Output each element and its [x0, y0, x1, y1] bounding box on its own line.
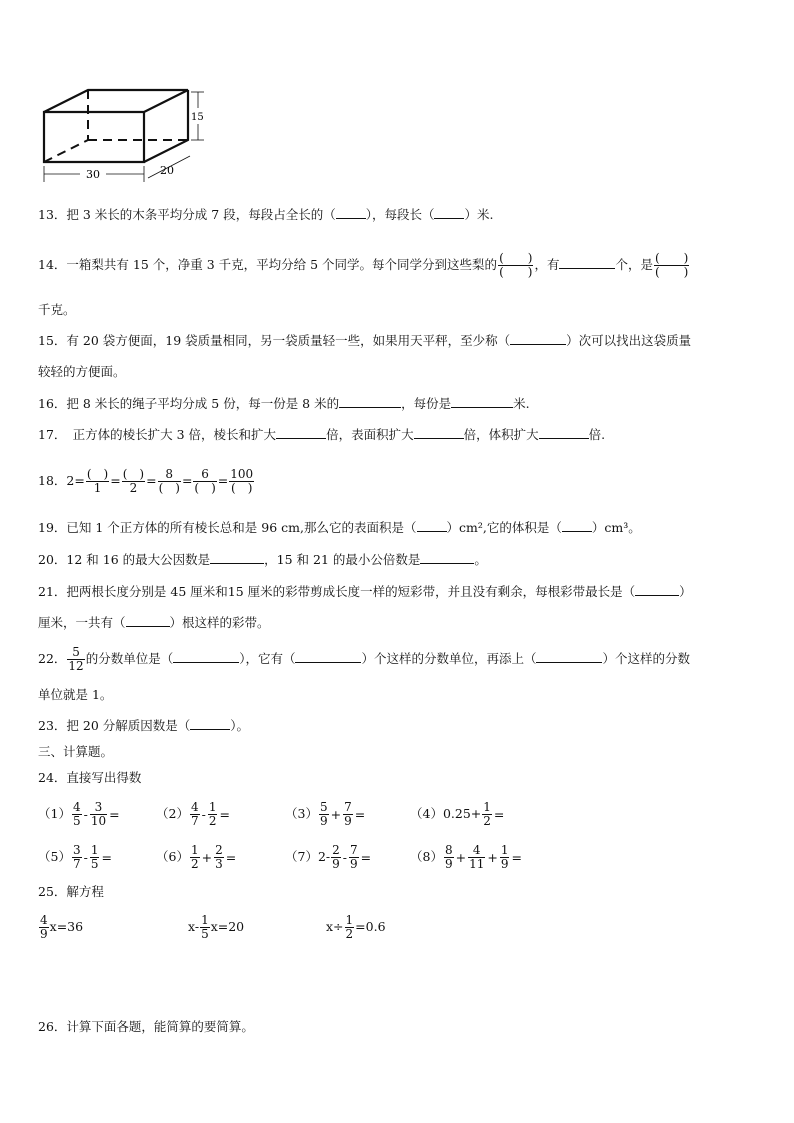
section-heading: 三、计算题。: [38, 744, 114, 759]
question-18: 18．2= $\frac{( )}{1}$ = $\frac{( )}{2}$ = $\frac{8}{( )}$ = $\frac{6}{( )}$ = $\frac{100}{( )}$: [38, 467, 254, 495]
calc-item[interactable]: （6） $\frac{1}{2}$ + $\frac{2}{3}$ =: [156, 838, 237, 877]
answer-blank[interactable]: [451, 407, 513, 408]
calc-item[interactable]: （7）2- $\frac{2}{9}$ - $\frac{7}{9}$ =: [285, 838, 372, 877]
fraction: $\frac{1}{2}$: [208, 800, 217, 828]
answer-blank[interactable]: [210, 563, 264, 564]
operator: +: [455, 849, 467, 865]
operator: +: [201, 849, 213, 865]
question-25-title: 25．解方程: [38, 884, 104, 899]
cuboid-figure: [38, 86, 218, 186]
operator: =: [219, 806, 230, 822]
answer-blank[interactable]: [414, 438, 464, 439]
fraction: $\frac{4}{11}$: [469, 843, 485, 871]
answer-blank[interactable]: [536, 662, 602, 663]
answer-blank[interactable]: [510, 344, 566, 345]
question-15-line2: 较轻的方便面。: [38, 364, 126, 379]
answer-blank[interactable]: [562, 531, 592, 532]
equation-1[interactable]: $\frac{4}{9}$ x=36: [40, 913, 84, 941]
answer-blank[interactable]: [336, 218, 366, 219]
fraction: $\frac{5}{9}$: [319, 800, 328, 828]
answer-blank[interactable]: [420, 563, 474, 564]
operator: =: [493, 806, 505, 822]
answer-blank[interactable]: [635, 595, 679, 596]
fraction[interactable]: $\frac{( )}{2}$: [122, 467, 145, 495]
operator: -: [83, 849, 88, 865]
calc-item[interactable]: （2） $\frac{4}{7}$ - $\frac{1}{2}$ =: [156, 795, 231, 834]
answer-blank[interactable]: [339, 407, 401, 408]
calc-item[interactable]: （1） $\frac{4}{5}$ - $\frac{3}{10}$ =: [38, 795, 121, 834]
fraction: $\frac{7}{9}$: [350, 843, 358, 871]
answer-blank[interactable]: [173, 662, 239, 663]
question-21-line2: 厘米，一共有（ ）根这样的彩带。: [38, 615, 270, 630]
question-22: 22． $\frac{5}{12}$ 的分数单位是（ ），它有（ ）个这样的分数单位，再添上（ ）个这样的分数: [38, 645, 690, 673]
question-26: 26．计算下面各题，能简算的要简算。: [38, 1019, 254, 1034]
fraction[interactable]: $\frac{( )}{1}$: [86, 467, 109, 495]
fraction-answer[interactable]: $\frac{( )}{( )}$: [499, 251, 533, 279]
calc-item[interactable]: （4）0.25+ $\frac{1}{2}$ =: [410, 795, 505, 834]
fraction[interactable]: $\frac{8}{( )}$: [158, 467, 180, 495]
question-19: 19．已知 1 个正方体的所有棱长总和是 96 cm,那么它的表面积是（ ）cm²,它的体积是（ ）cm³。: [38, 520, 641, 535]
answer-blank[interactable]: [190, 729, 230, 730]
fraction[interactable]: $\frac{100}{( )}$: [230, 467, 254, 495]
question-14-unit: 千克。: [38, 302, 76, 317]
fraction: $\frac{4}{7}$: [190, 800, 199, 828]
operator: +: [487, 849, 498, 865]
figure-height: 15: [191, 112, 204, 123]
answer-blank[interactable]: [276, 438, 326, 439]
question-22-line2: 单位就是 1。: [38, 687, 113, 702]
equation-3[interactable]: x÷ $\frac{1}{2}$ =0.6: [326, 913, 386, 941]
fraction: $\frac{1}{2}$: [345, 913, 354, 941]
operator: =: [225, 849, 237, 865]
answer-blank[interactable]: [126, 626, 170, 627]
fraction: $\frac{1}{2}$: [483, 800, 491, 828]
fraction: $\frac{1}{9}$: [500, 843, 509, 871]
operator: -: [83, 806, 88, 822]
question-16: 16．把 8 米长的绳子平均分成 5 份，每一份是 8 米的 ，每份是 米.: [38, 396, 530, 411]
operator: =: [360, 849, 372, 865]
operator: -: [201, 806, 206, 822]
question-20: 20．12 和 16 的最大公因数是 ，15 和 21 的最小公倍数是 。: [38, 552, 487, 567]
question-14: 14．一箱梨共有 15 个，净重 3 千克，平均分给 5 个同学。每个同学分到这些梨的 $\frac{( )}{( )}$ ，有 个，是 $\frac{( )}{( )}$: [38, 251, 689, 279]
operator: =: [354, 806, 366, 822]
question-24-title: 24．直接写出得数: [38, 770, 142, 785]
operator: -: [342, 849, 348, 865]
fraction: $\frac{3}{7}$: [72, 843, 81, 871]
answer-blank[interactable]: [434, 218, 464, 219]
fraction: $\frac{4}{9}$: [40, 913, 48, 941]
question-13: 13．把 3 米长的木条平均分成 7 段，每段占全长的（ ），每段长（ ）米.: [38, 207, 494, 222]
figure-width: 20: [160, 164, 174, 177]
answer-blank[interactable]: [417, 531, 447, 532]
fraction: $\frac{5}{12}$: [68, 645, 84, 673]
answer-blank[interactable]: [295, 662, 361, 663]
operator: =: [511, 849, 522, 865]
fraction: $\frac{2}{9}$: [332, 843, 340, 871]
fraction: $\frac{2}{3}$: [215, 843, 223, 871]
operator: =: [109, 806, 120, 822]
figure-length: 30: [86, 168, 100, 181]
fraction: $\frac{7}{9}$: [344, 800, 352, 828]
fraction: $\frac{1}{5}$: [90, 843, 99, 871]
question-23: 23．把 20 分解质因数是（ ）。: [38, 718, 250, 733]
answer-blank[interactable]: [539, 438, 589, 439]
question-15: 15．有 20 袋方便面，19 袋质量相同，另一袋质量轻一些，如果用天平秤，至少称（ ）次可以找出这袋质量: [38, 333, 692, 348]
fraction: $\frac{8}{9}$: [444, 843, 453, 871]
calc-item[interactable]: （3） $\frac{5}{9}$ + $\frac{7}{9}$ =: [285, 795, 366, 834]
answer-blank[interactable]: [559, 268, 615, 269]
fraction: $\frac{3}{10}$: [90, 800, 107, 828]
question-21: 21．把两根长度分别是 45 厘米和15 厘米的彩带剪成长度一样的短彩带，并且没有剩余，每根彩带最长是（ ）: [38, 584, 692, 599]
operator: +: [330, 806, 342, 822]
question-17: 17． 正方体的棱长扩大 3 倍，棱长和扩大 倍，表面积扩大 倍，体积扩大 倍.: [38, 427, 606, 442]
fraction: $\frac{4}{5}$: [72, 800, 81, 828]
fraction: $\frac{1}{5}$: [201, 913, 209, 941]
fraction[interactable]: $\frac{6}{( )}$: [194, 467, 216, 495]
calc-item[interactable]: （5） $\frac{3}{7}$ - $\frac{1}{5}$ =: [38, 838, 113, 877]
equation-2[interactable]: x- $\frac{1}{5}$ x=20: [188, 913, 245, 941]
operator: =: [101, 849, 112, 865]
fraction-answer[interactable]: $\frac{( )}{( )}$: [654, 251, 689, 279]
fraction: $\frac{1}{2}$: [190, 843, 199, 871]
calc-item[interactable]: （8） $\frac{8}{9}$ + $\frac{4}{11}$ + $\frac{1}{9}$ =: [410, 838, 523, 877]
